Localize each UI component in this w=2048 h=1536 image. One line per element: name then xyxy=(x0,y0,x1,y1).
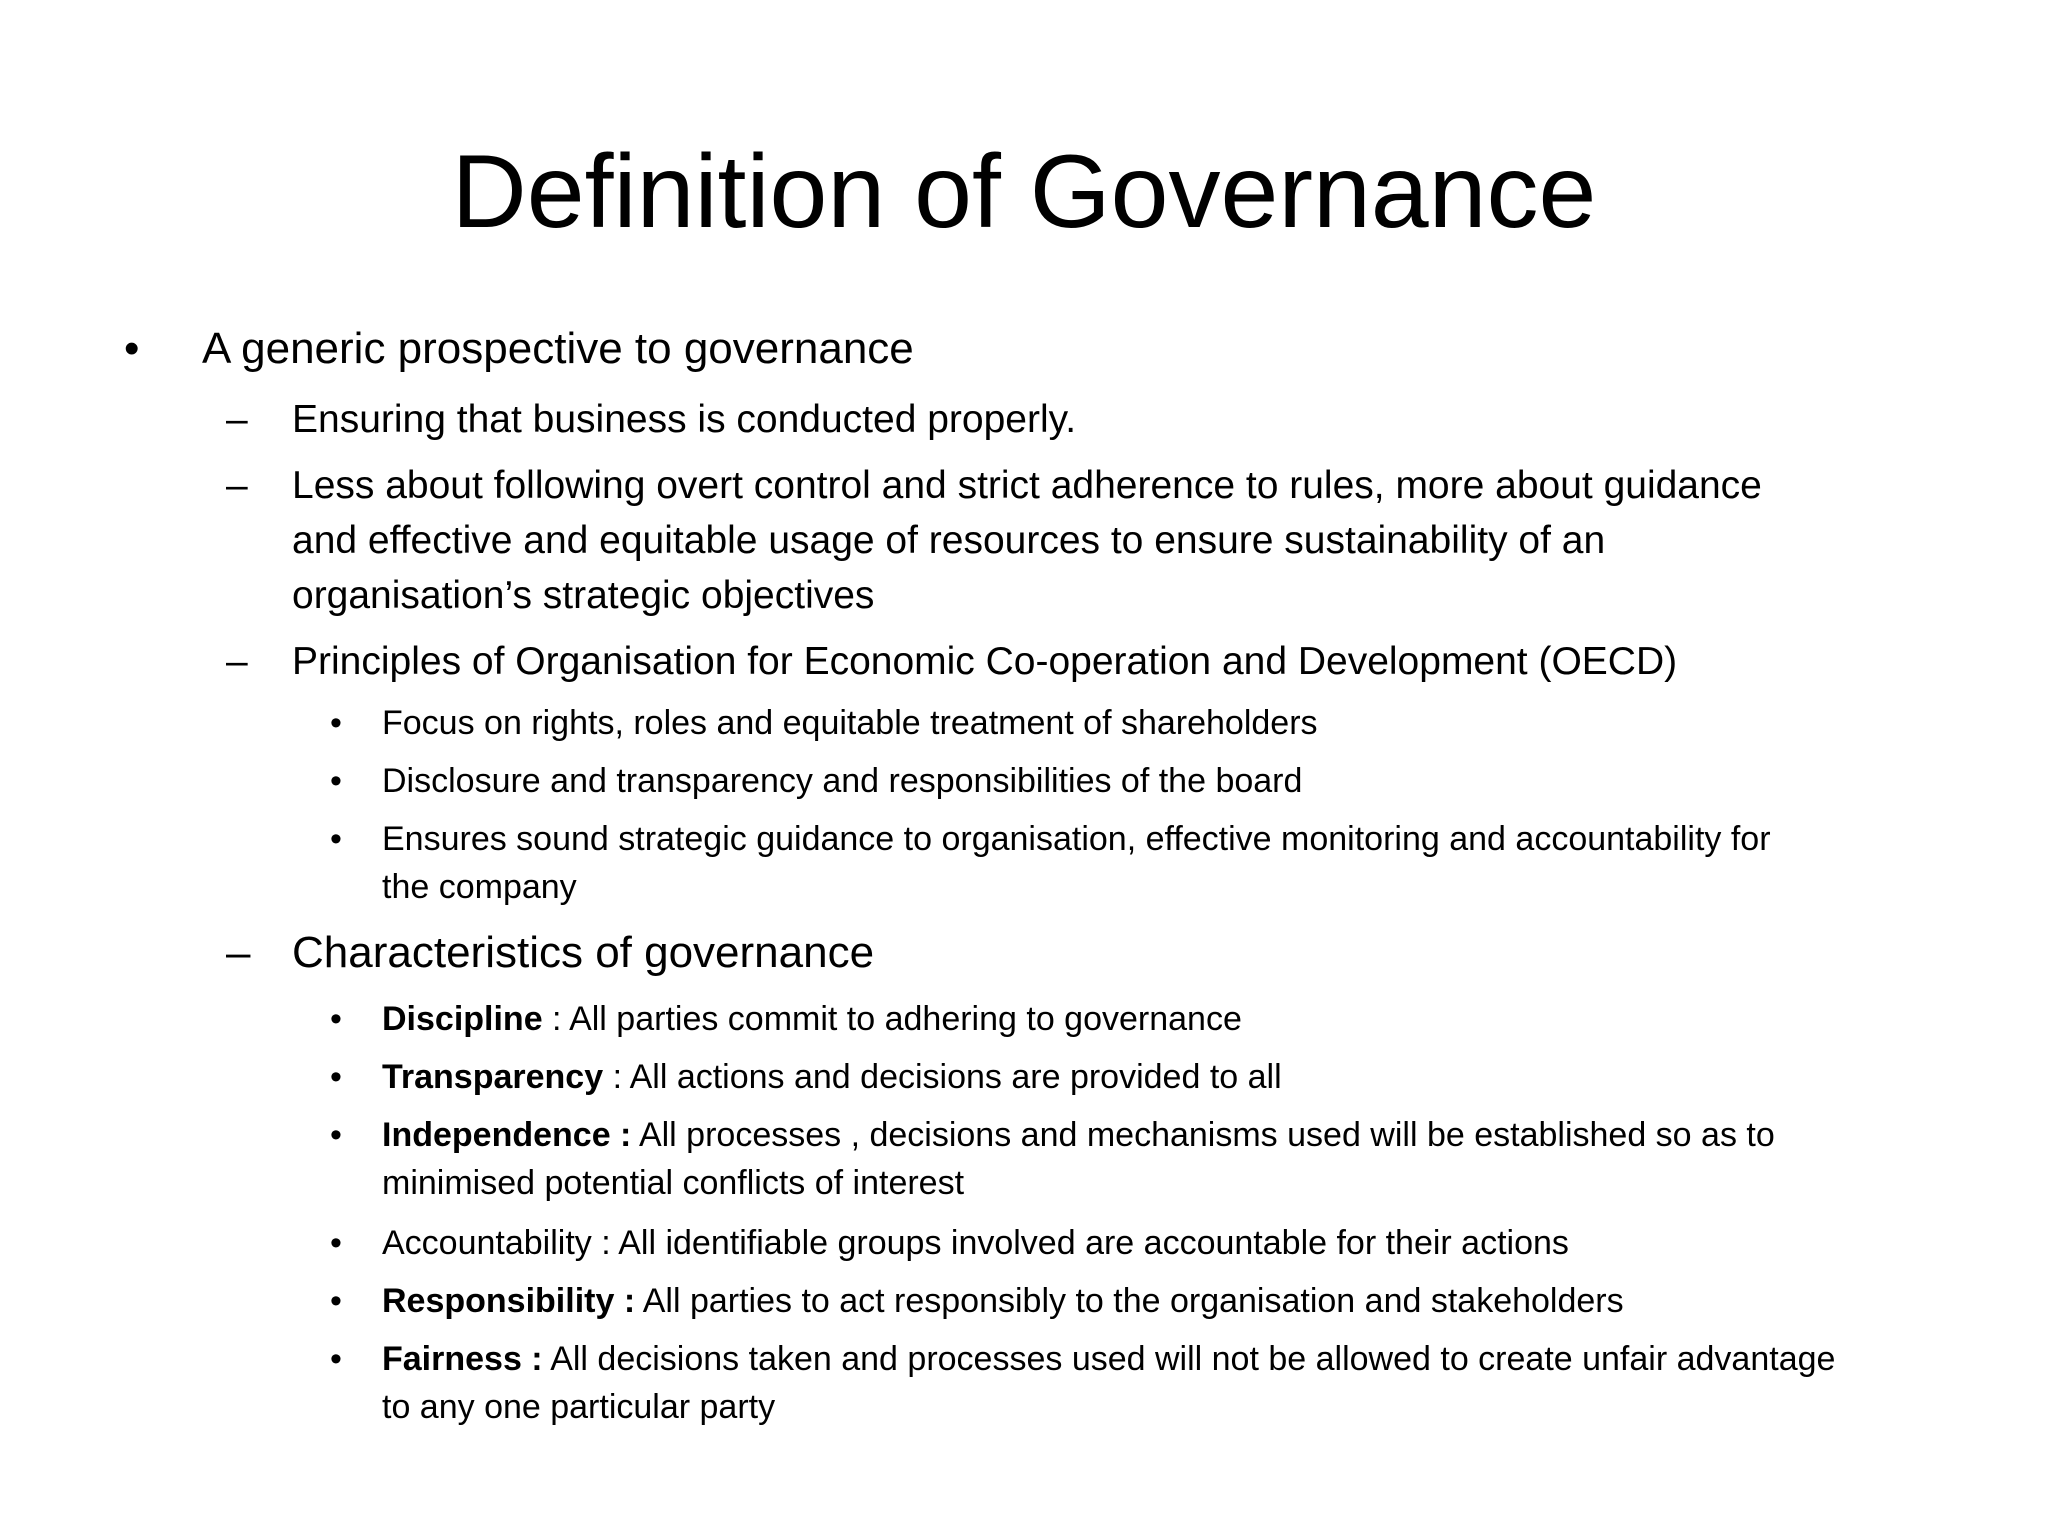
dash-marker: – xyxy=(226,464,248,507)
bullet-marker: • xyxy=(330,820,342,858)
bullet-marker: • xyxy=(330,1224,342,1262)
subbullet-oecd-principles: Principles of Organisation for Economic Co-operation and Development (OECD) xyxy=(292,640,1678,683)
oecd-point-guidance-line-2: the company xyxy=(382,868,577,906)
characteristic-description: Accountability : All identifiable groups involved are accountable for their actions xyxy=(382,1224,1569,1262)
subbullet-less-about-line-1: Less about following overt control and strict adherence to rules, more about guidance xyxy=(292,464,1762,507)
dash-marker: – xyxy=(226,398,248,441)
bullet-marker: • xyxy=(124,324,140,373)
characteristic-term: Fairness : xyxy=(382,1340,543,1378)
characteristic-term: Independence : xyxy=(382,1116,632,1154)
subbullet-less-about-line-3: organisation’s strategic objectives xyxy=(292,574,875,617)
characteristic-description: All processes , decisions and mechanisms used will be established so as to xyxy=(631,1116,1775,1154)
characteristic-term: Discipline xyxy=(382,1000,543,1038)
bullet-marker: • xyxy=(330,762,342,800)
characteristic-responsibility xyxy=(382,1278,1624,1325)
oecd-point-disclosure: Disclosure and transparency and responsibilities of the board xyxy=(382,762,1303,800)
characteristic-fairness-cont: to any one particular party xyxy=(382,1388,776,1426)
characteristic-description: All parties to act responsibly to the organisation and stakeholders xyxy=(635,1282,1624,1320)
characteristic-discipline xyxy=(382,996,1242,1043)
bullet-generic-perspective: A generic prospective to governance xyxy=(202,324,914,373)
characteristic-term: Responsibility : xyxy=(382,1282,636,1320)
characteristic-term: Transparency xyxy=(382,1058,604,1096)
subbullet-characteristics: Characteristics of governance xyxy=(292,928,875,977)
characteristic-description: All decisions taken and processes used will not be allowed to create unfair advantage xyxy=(542,1340,1836,1378)
characteristic-description: : All actions and decisions are provided to all xyxy=(603,1058,1282,1096)
bullet-marker: • xyxy=(330,1058,342,1096)
slide-title: Definition of Governance xyxy=(451,134,1597,250)
characteristic-transparency xyxy=(382,1054,1282,1101)
subbullet-less-about-line-2: and effective and equitable usage of resources to ensure sustainability of an xyxy=(292,519,1606,562)
characteristic-description: : All parties commit to adhering to governance xyxy=(542,1000,1242,1038)
characteristic-independence xyxy=(382,1112,1775,1159)
bullet-marker: • xyxy=(330,1282,342,1320)
dash-marker: – xyxy=(226,928,251,977)
characteristic-independence-cont: minimised potential conflicts of interest xyxy=(382,1164,965,1202)
bullet-marker: • xyxy=(330,1000,342,1038)
bullet-marker: • xyxy=(330,1116,342,1154)
characteristic-accountability xyxy=(382,1220,1569,1267)
oecd-point-rights: Focus on rights, roles and equitable treatment of shareholders xyxy=(382,704,1318,742)
subbullet-conducted-properly: Ensuring that business is conducted properly. xyxy=(292,398,1077,441)
oecd-point-guidance-line-1: Ensures sound strategic guidance to organisation, effective monitoring and accountability for xyxy=(382,820,1771,858)
bullet-marker: • xyxy=(330,704,342,742)
dash-marker: – xyxy=(226,640,248,683)
characteristic-fairness xyxy=(382,1336,1835,1383)
bullet-marker: • xyxy=(330,1340,342,1378)
